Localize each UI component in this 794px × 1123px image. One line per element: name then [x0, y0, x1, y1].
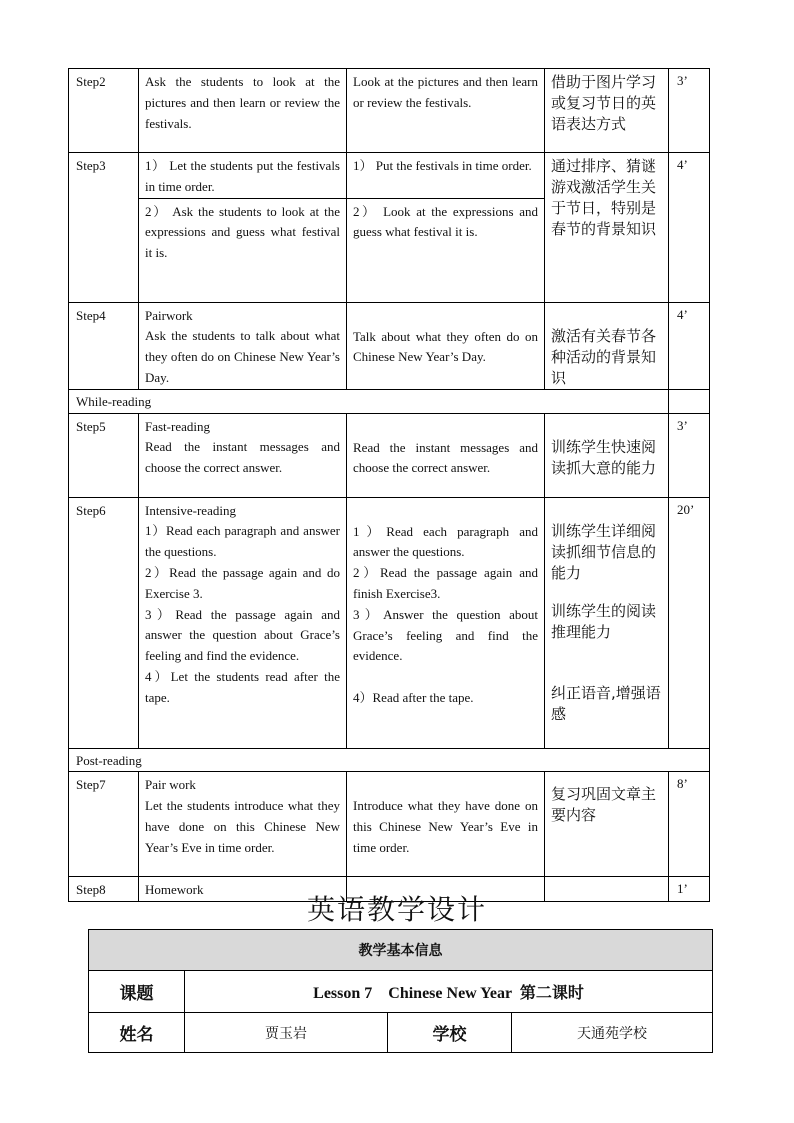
design-objective [545, 413, 669, 497]
time-allocation: 4’ [669, 302, 710, 389]
teacher-activity [139, 772, 347, 877]
student-activity [347, 302, 545, 389]
objective-text: 复习巩固文章主要内容 [551, 785, 657, 825]
lesson-procedure-table [68, 68, 710, 902]
student-activity [347, 497, 545, 748]
school-label: 学校 [388, 1013, 512, 1053]
basic-info-table [88, 929, 713, 1053]
info-header: 教学基本信息 [89, 930, 713, 971]
activity-item: 4）Let the students read after the tape. [145, 668, 340, 705]
name-label: 姓名 [89, 1013, 185, 1053]
teacher-activity [139, 413, 347, 497]
objective-text: 纠正语音,增强语感 [551, 683, 661, 723]
time-allocation: 20’ [669, 497, 710, 748]
name-value: 贾玉岩 [185, 1013, 388, 1053]
activity-item: 2）Read the passage again and finish Exercise3. [353, 565, 538, 601]
time-allocation: 1’ [669, 877, 710, 902]
time-allocation: 8’ [669, 772, 710, 877]
topic-label: 课题 [89, 971, 185, 1013]
table-row-step5 [69, 413, 710, 497]
objective-text: 训练学生快速阅读抓大意的能力 [551, 437, 657, 477]
objective-text: 训练学生的阅读推理能力 [551, 601, 657, 641]
phase-row-while-reading [69, 389, 710, 413]
design-objective [545, 497, 669, 748]
activity-item: 4）Read after the tape. [353, 690, 474, 706]
student-activity [347, 413, 545, 497]
phase-label: Post-reading [69, 748, 710, 772]
objective-text: 激活有关春节各种活动的背景知识 [551, 326, 657, 387]
step-label: Step7 [69, 772, 139, 877]
student-activity: Look at the pictures and then learn or review the festivals. [347, 69, 545, 153]
table-row-step3a [69, 153, 710, 199]
activity-title: Intensive-reading [145, 502, 236, 518]
phase-row-post-reading [69, 748, 710, 772]
time-allocation: 3’ [669, 69, 710, 153]
activity-item: 3）Read the passage again and answer the question about Grace’s feeling and find the evidence. [145, 606, 340, 664]
activity-item: 1）Read each paragraph and answer the questions. [353, 523, 538, 560]
phase-label: While-reading [69, 389, 669, 413]
step-label: Step6 [69, 497, 139, 748]
info-header-row [89, 930, 713, 971]
step-label: Step4 [69, 302, 139, 389]
student-activity: 2） Look at the expressions and guess what festival it is. [347, 198, 545, 302]
teacher-activity: 2） Ask the students to look at the expressions and guess what festival it is. [139, 198, 347, 302]
teacher-activity: Homework [139, 877, 347, 902]
teacher-activity: Ask the students to look at the pictures and then learn or review the festivals. [139, 69, 347, 153]
activity-text: Talk about what they often do on Chinese New Year’s Day. [353, 328, 538, 365]
teacher-activity [139, 302, 347, 389]
table-row-step4 [69, 302, 710, 389]
activity-text: Let the students introduce what they have done on this Chinese New Year’s Eve in time order. [145, 798, 340, 855]
teacher-activity: 1） Let the students put the festivals in time order. [139, 153, 347, 199]
activity-item: 2）Read the passage again and do Exercise 3. [145, 564, 340, 601]
page-title: 英语教学设计 [306, 893, 487, 926]
student-activity: 1） Put the festivals in time order. [347, 153, 545, 199]
school-value: 天通苑学校 [512, 1013, 713, 1053]
activity-item: 1）Read each paragraph and answer the questions. [145, 523, 340, 560]
design-objective [545, 772, 669, 877]
step-label: Step2 [69, 69, 139, 153]
activity-title: Fast-reading [145, 418, 210, 434]
info-name-row [89, 1013, 713, 1053]
topic-value: Lesson 7 Chinese New Year 第二课时 [185, 971, 713, 1013]
table-row-step6 [69, 497, 710, 748]
step-label: Step5 [69, 413, 139, 497]
activity-text: Introduce what they have done on this Chinese New Year’s Eve in time order. [353, 798, 538, 855]
time-allocation: 4’ [669, 153, 710, 303]
time-allocation: 3’ [669, 413, 710, 497]
info-topic-row [89, 971, 713, 1013]
teacher-activity [139, 497, 347, 748]
activity-text: Read the instant messages and choose the correct answer. [353, 439, 538, 476]
activity-text: Read the instant messages and choose the correct answer. [145, 439, 340, 476]
activity-title: Pair work [145, 777, 196, 793]
table-row-step2 [69, 69, 710, 153]
objective-text: 训练学生详细阅读抓细节信息的能力 [551, 521, 657, 582]
activity-text: Ask the students to talk about what they often do on Chinese New Year’s Day. [145, 328, 340, 385]
step-label: Step8 [69, 877, 139, 902]
design-objective [545, 302, 669, 389]
activity-item: 3）Answer the question about Grace’s feeling and find the evidence. [353, 606, 538, 664]
step-label: Step3 [69, 153, 139, 303]
activity-title: Pairwork [145, 307, 193, 323]
design-objective: 通过排序、猜谜游戏激活学生关于节日，特别是春节的背景知识 [545, 153, 669, 303]
design-objective: 借助于图片学习或复习节日的英语表达方式 [545, 69, 669, 153]
student-activity [347, 772, 545, 877]
table-row-step7 [69, 772, 710, 877]
